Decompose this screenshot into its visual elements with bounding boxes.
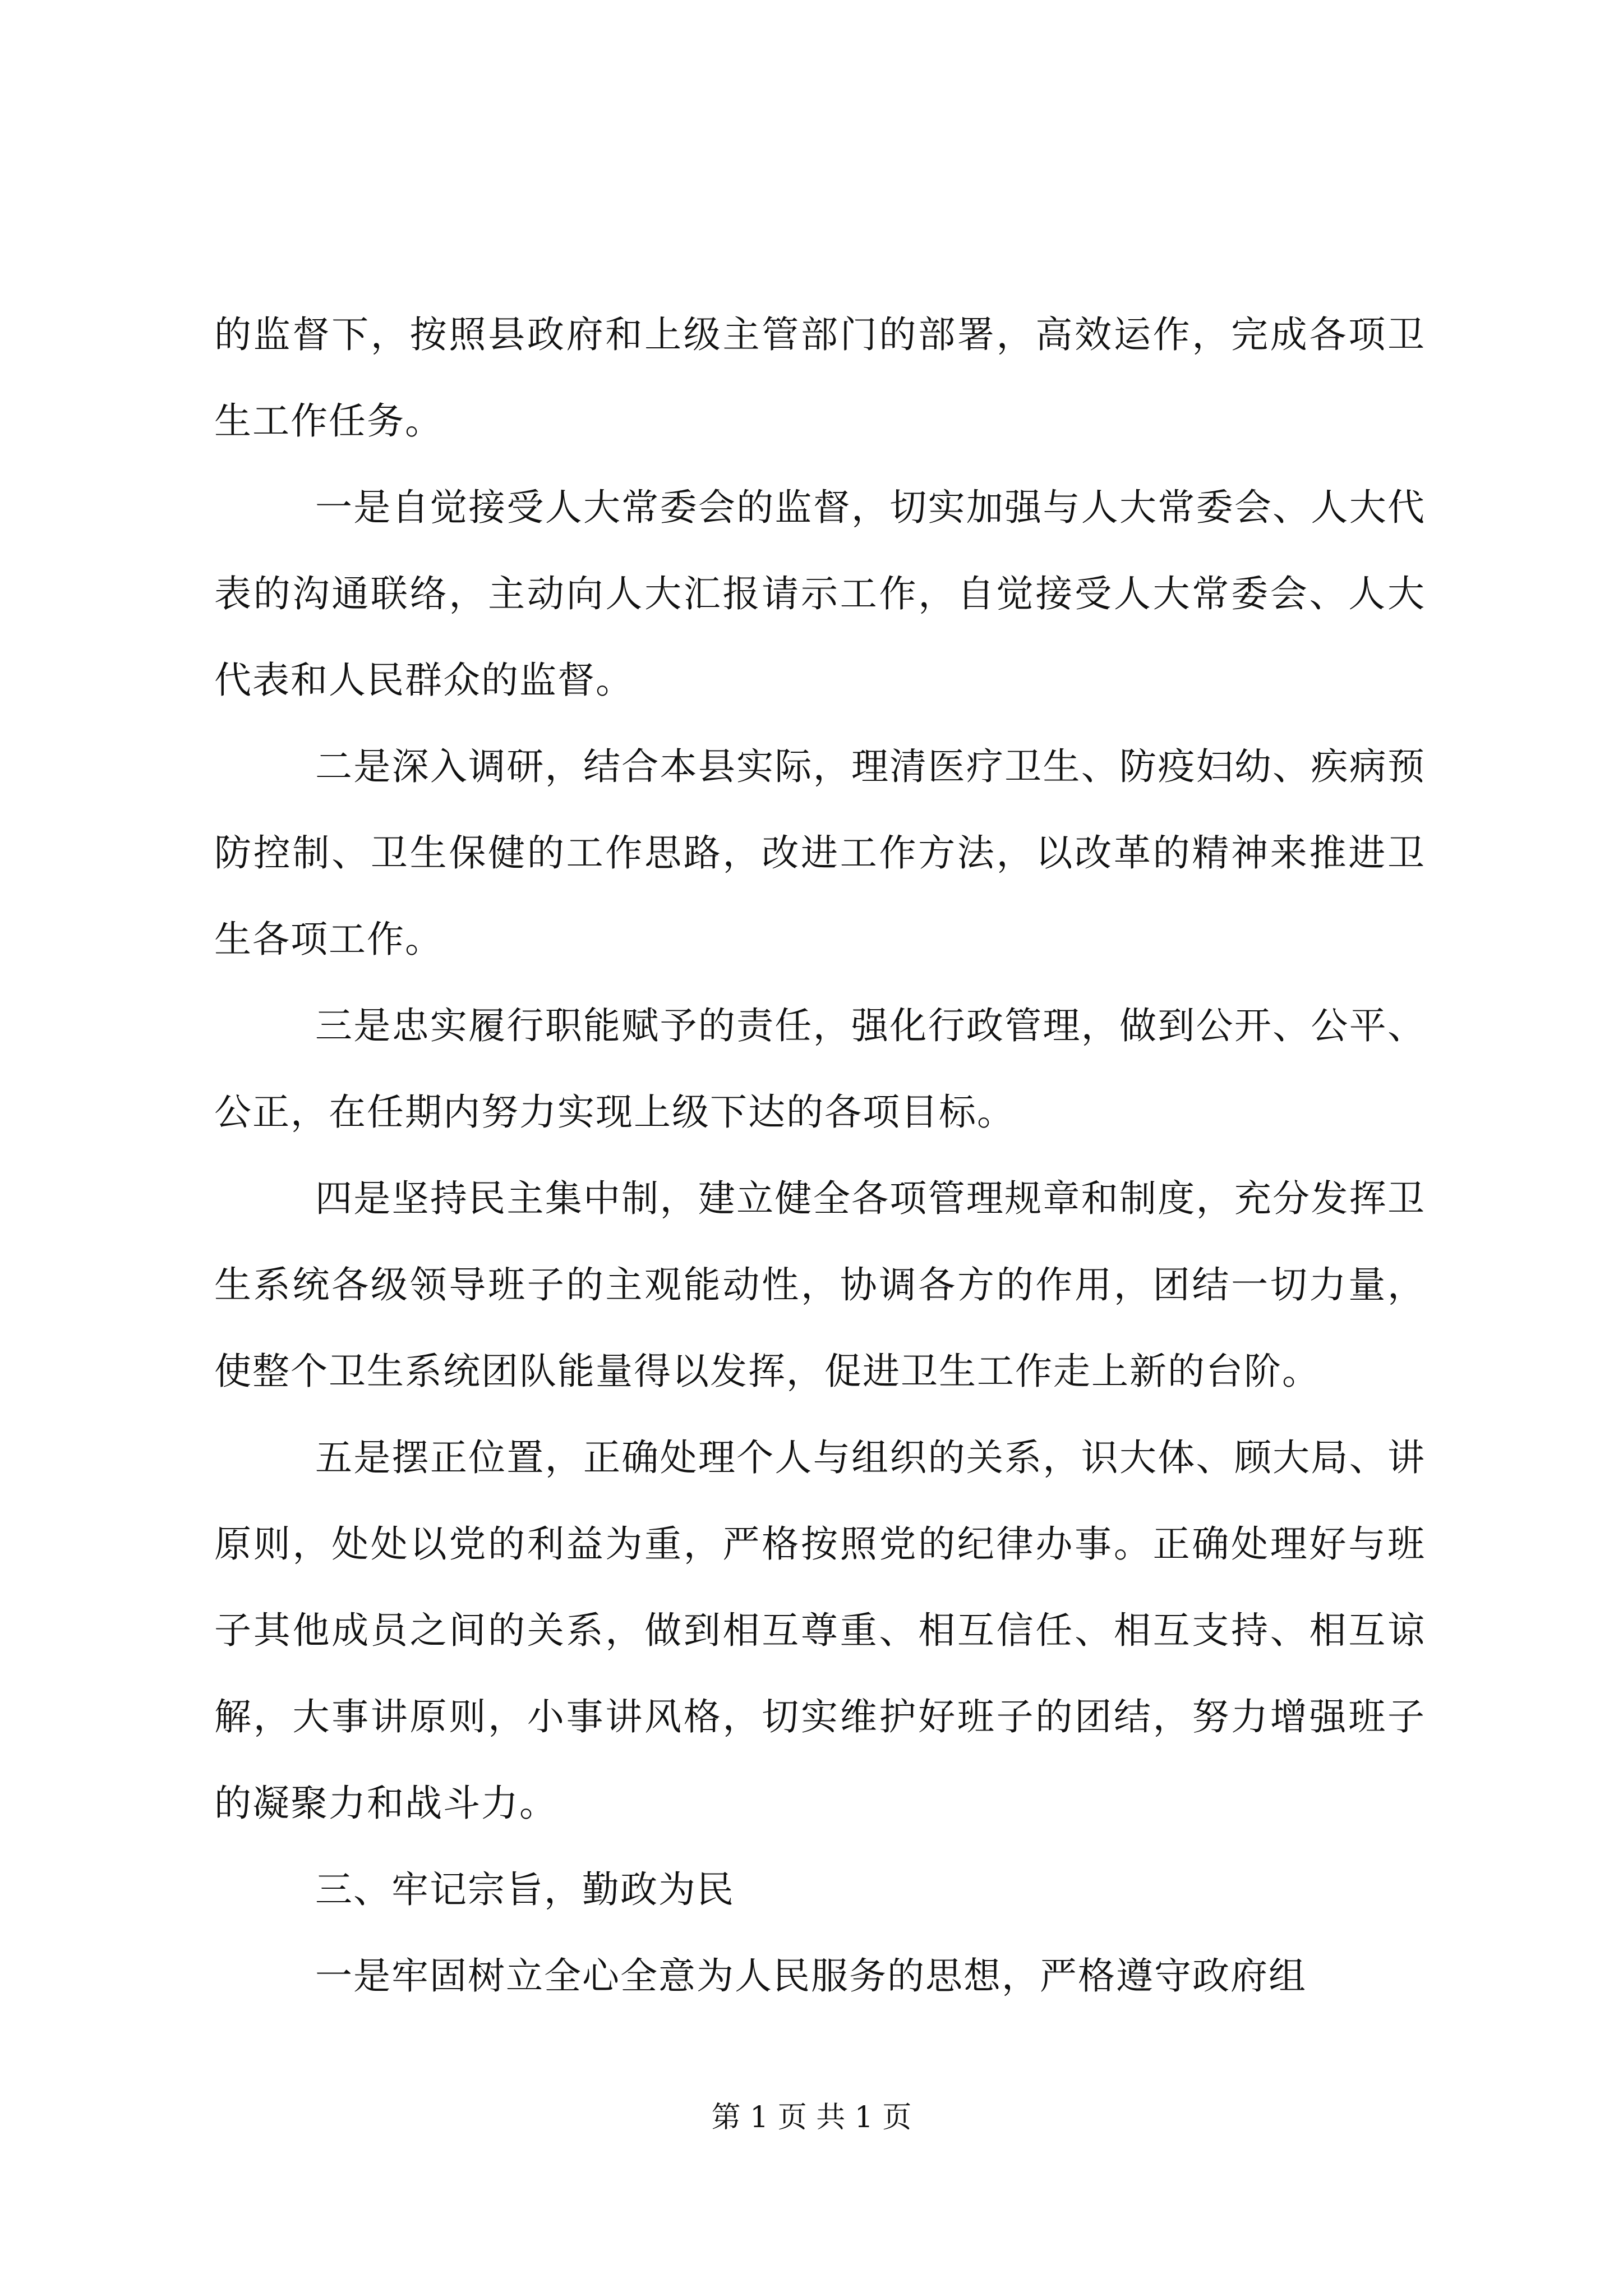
paragraph-section-item-1: 一是牢固树立全心全意为人民服务的思想，严格遵守政府组 [315,1954,1307,1998]
page-footer: 第 1 页 共 1 页 [711,2101,912,2134]
paragraph-item-3: 三是忠实履行职能赋予的责任，强化行政管理，做到公开、公平、公正，在任期内努力实现上级下达的各项目标。 [214,1004,1426,1134]
paragraph-item-4: 四是坚持民主集中制，建立健全各项管理规章和制度，充分发挥卫生系统各级领导班子的主观能动性，协调各方的作用，团结一切力量，使整个卫生系统团队能量得以发挥，促进卫生工作走上新的台阶。 [214,1177,1426,1393]
paragraph-item-5: 五是摆正位置，正确处理个人与组织的关系，识大体、顾大局、讲原则，处处以党的利益为重，严格按照党的纪律办事。正确处理好与班子其他成员之间的关系，做到相互尊重、相互信任、相互支持、相互谅解，大事讲原则，小事讲风格，切实维护好班子的团结，努力增强班子的凝聚力和战斗力。 [214,1436,1426,1825]
paragraph-item-2: 二是深入调研，结合本县实际，理清医疗卫生、防疫妇幼、疾病预防控制、卫生保健的工作思路，改进工作方法，以改革的精神来推进卫生各项工作。 [214,745,1426,961]
section-heading: 三、牢记宗旨，勤政为民 [315,1868,735,1911]
paragraph-item-1: 一是自觉接受人大常委会的监督，切实加强与人大常委会、人大代表的沟通联络，主动向人大汇报请示工作，自觉接受人大常委会、人大代表和人民群众的监督。 [214,486,1426,702]
paragraph-continuation: 的监督下，按照县政府和上级主管部门的部署，高效运作，完成各项卫生工作任务。 [214,313,1426,443]
document-body [214,292,1426,2019]
